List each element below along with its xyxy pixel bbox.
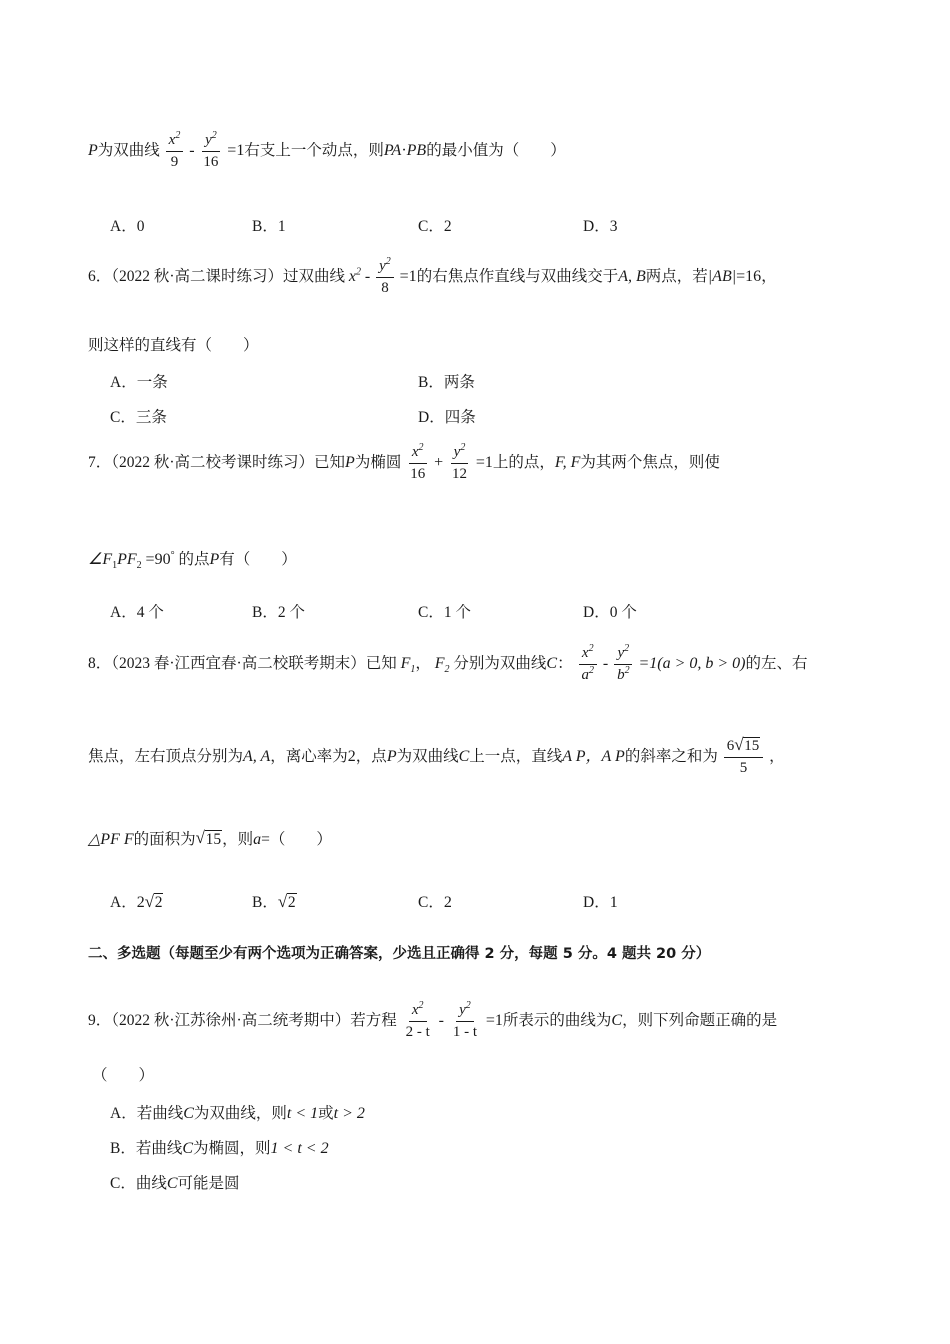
q9-option-a[interactable]: A．若曲线C为双曲线，则t < 1或t > 2 (110, 1105, 365, 1122)
q6-stem-line2: 则这样的直线有（ ） (88, 337, 259, 354)
fraction-x2-16: $\frac{x^2}{16}$ (410, 442, 426, 482)
q8-option-b[interactable]: B．√ 2 (252, 890, 297, 912)
q6-stem: 6．（2022 秋·高二课时练习）过双曲线 $x^2$ - $\frac{y^2}{8}$ =1的右焦点作直线与双曲线交于A, B两点，若|AB|=16， (88, 256, 778, 296)
fraction-x2-2-t: $\frac{x^2}{2 - t}$ (405, 1000, 430, 1040)
q6-option-b[interactable]: B．两条 (418, 374, 475, 391)
q9-option-c[interactable]: C．曲线C可能是圆 (110, 1175, 240, 1192)
q7-stem: 7．（2022 秋·高二校考课时练习）已知P为椭圆 $\frac{x^2}{16}$ + $\frac{y^2}{12}$ =1上的点，F, F为其两个焦点，则使 (88, 442, 720, 482)
q5-option-a[interactable]: A．0 (110, 218, 145, 235)
q8-option-d[interactable]: D．1 (583, 894, 618, 911)
q8-option-a[interactable]: A．2√ 2 (110, 890, 163, 912)
q7-option-a[interactable]: A．4 个 (110, 604, 164, 621)
fraction-y2-1-t: $\frac{y^2}{1 - t}$ (452, 1000, 477, 1040)
fraction-y2-16: $\frac{y^2}{16}$ (203, 130, 219, 170)
q5-option-d[interactable]: D．3 (583, 218, 618, 235)
q8-option-c[interactable]: C．2 (418, 894, 452, 911)
fraction-x2-a2: $\frac{x^2}{a^2}$ (578, 645, 597, 684)
q7-option-b[interactable]: B．2 个 (252, 604, 305, 621)
q8-stem-line2: 焦点，左右顶点分别为A, A，离心率为2，点P为双曲线C上一点，直线A P，A P的斜率之和为 $\frac{6√ 15}{5}$ ， (88, 738, 785, 777)
q5-option-b[interactable]: B．1 (252, 218, 286, 235)
q9-stem: 9．（2022 秋·江苏徐州·高二统考期中）若方程 $\frac{x^2}{2 - t}$ - $\frac{y^2}{1 - t}$ =1所表示的曲线为C，则下列命题正确的是 (88, 1000, 778, 1040)
fraction-x2-9: $\frac{x^2}{9}$ (166, 132, 184, 171)
q7-option-c[interactable]: C．1 个 (418, 604, 471, 621)
q9-option-b[interactable]: B．若曲线C为椭圆，则1 < t < 2 (110, 1140, 329, 1157)
q5-option-c[interactable]: C．2 (418, 218, 452, 235)
section-heading: 二、多选题（每题至少有两个选项为正确答案，少选且正确得 2 分，每题 5 分。4 题共 20 分） (88, 946, 711, 962)
fraction-y2-b2: $\frac{y^2}{b^2}$ (614, 645, 633, 684)
q7-stem-line2: $\angle F_1PF_2 =90^\circ$ 的点P有（ ） (88, 549, 297, 572)
q6-option-c[interactable]: C．三条 (110, 409, 167, 426)
q6-option-d[interactable]: D．四条 (418, 409, 476, 426)
q8-stem-line3: △PF F的面积为√ 15，则a=（ ） (88, 830, 332, 850)
q9-paren: （ ） (92, 1067, 155, 1084)
q7-option-d[interactable]: D．0 个 (583, 604, 637, 621)
q5-stem: P为双曲线 $\frac{x^2}{9}$ - $\frac{y^2}{16}$ =1右支上一个动点，则PA·PB的最小值为（ ） (88, 130, 566, 170)
q6-option-a[interactable]: A．一条 (110, 374, 168, 391)
fraction-y2-8: $\frac{y^2}{8}$ (376, 258, 394, 297)
q8-stem: 8．（2023 春·江西宜春·高二校联考期末）已知 $F_1$， $F_2$ 分别为双曲线C： $\frac{x^2}{a^2}$ - $\frac{y^2}{b^2}$ =1(a > 0, b > 0)的左、右 (88, 643, 808, 683)
fraction-y2-12: $\frac{y^2}{12}$ (452, 442, 467, 482)
fraction-6sqrt15-5: $\frac{6√ 15}{5}$ (724, 738, 764, 777)
